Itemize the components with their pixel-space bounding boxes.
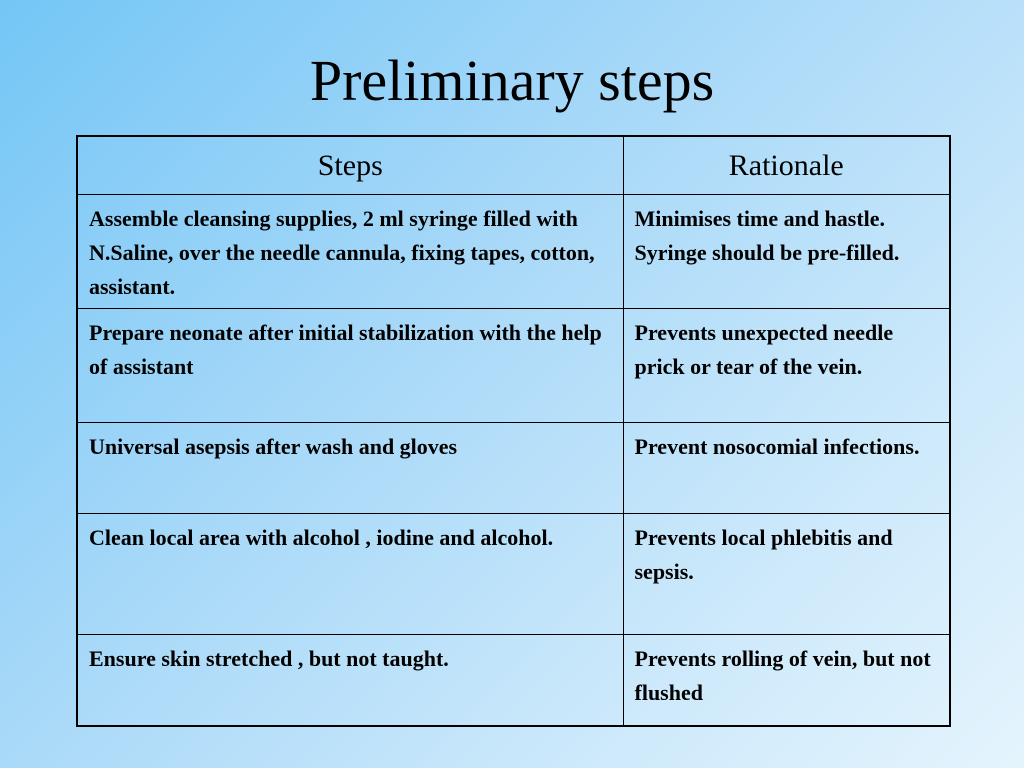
table-row: [77, 309, 950, 423]
rationale-cell: Prevent nosocomial infections.: [623, 423, 950, 514]
rationale-cell: Prevents unexpected needle prick or tear of the vein.: [623, 309, 950, 423]
table-row: [77, 195, 950, 309]
step-cell: Clean local area with alcohol , iodine and alcohol.: [77, 514, 623, 635]
step-cell: Universal asepsis after wash and gloves: [77, 423, 623, 514]
table-row: [77, 635, 950, 727]
table-row: [77, 423, 950, 514]
table-row: [77, 514, 950, 635]
rationale-cell: Prevents rolling of vein, but not flushed: [623, 635, 950, 727]
header-steps: Steps: [77, 136, 623, 195]
steps-table: [76, 135, 951, 727]
header-rationale: Rationale: [623, 136, 950, 195]
step-cell: Prepare neonate after initial stabilization with the help of assistant: [77, 309, 623, 423]
rationale-cell: Minimises time and hastle. Syringe should be pre-filled.: [623, 195, 950, 309]
rationale-cell: Prevents local phlebitis and sepsis.: [623, 514, 950, 635]
slide-title: Preliminary steps: [309, 48, 715, 113]
step-cell: Ensure skin stretched , but not taught.: [77, 635, 623, 727]
table-header-row: [77, 136, 950, 195]
step-cell: Assemble cleansing supplies, 2 ml syringe filled with N.Saline, over the needle cannula, fixing tapes, cotton, assistant.: [77, 195, 623, 309]
